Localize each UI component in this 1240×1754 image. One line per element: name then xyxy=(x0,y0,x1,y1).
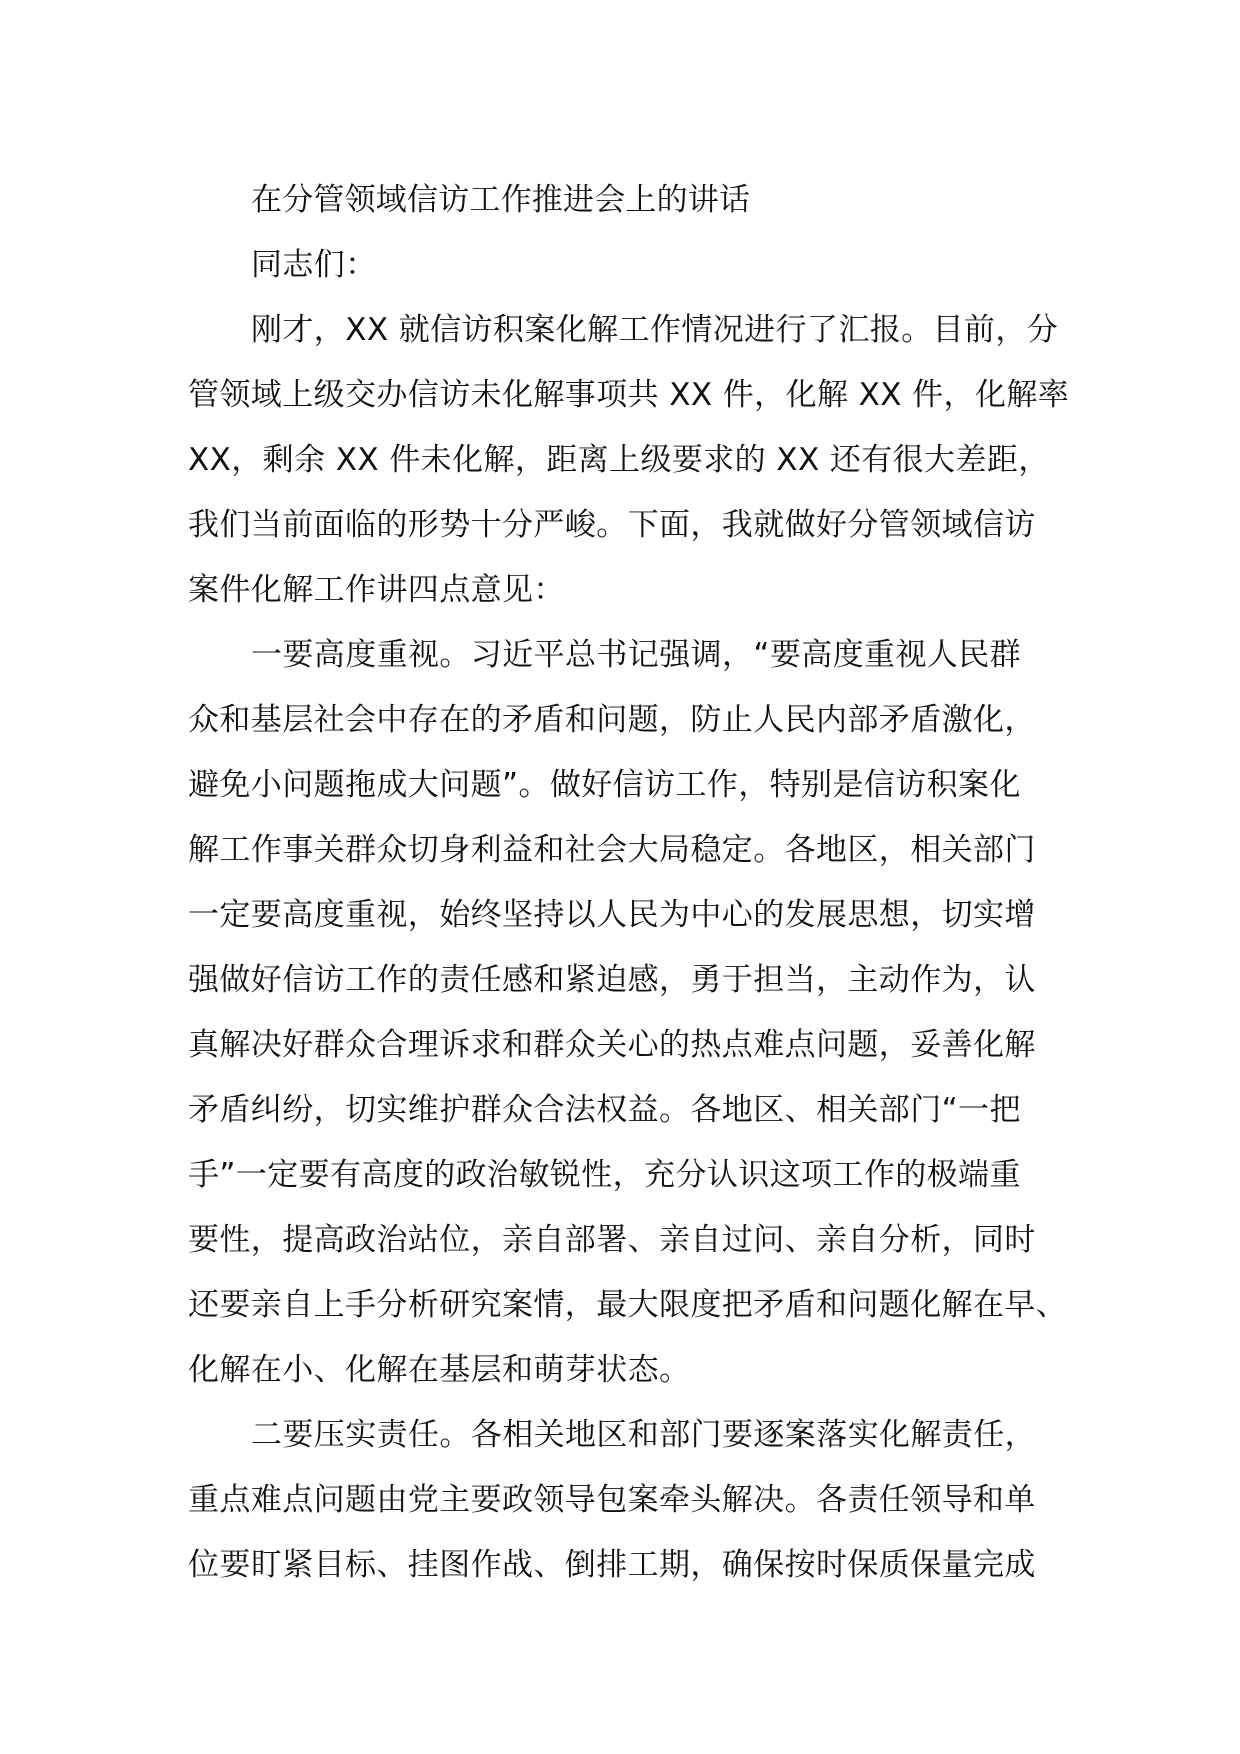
paragraph-line: 矛盾纠纷，切实维护群众合法权益。各地区、相关部门“一把 xyxy=(188,1092,1021,1128)
paragraph-line: 一定要高度重视，始终坚持以人民为中心的发展思想，切实增 xyxy=(188,897,1036,933)
paragraph-line: 一要高度重视。习近平总书记强调，“要高度重视人民群 xyxy=(251,637,1022,673)
document-body xyxy=(188,168,1073,1598)
paragraph-line: 化解在小、化解在基层和萌芽状态。 xyxy=(188,1352,691,1388)
document-title: 在分管领域信访工作推进会上的讲话 xyxy=(251,182,751,218)
paragraph-line: 我们当前面临的形势十分严峻。下面，我就做好分管领域信访 xyxy=(188,507,1036,543)
paragraph-line: 要性，提高政治站位，亲自部署、亲自过问、亲自分析，同时 xyxy=(188,1222,1036,1258)
paragraph-line: 案件化解工作讲四点意见： xyxy=(188,572,565,608)
paragraph-line: 解工作事关群众切身利益和社会大局稳定。各地区，相关部门 xyxy=(188,832,1036,868)
paragraph-line: 位要盯紧目标、挂图作战、倒排工期，确保按时保质保量完成 xyxy=(188,1547,1036,1583)
paragraph-line: 强做好信访工作的责任感和紧迫感，勇于担当，主动作为，认 xyxy=(188,962,1036,998)
paragraph-line: 二要压实责任。各相关地区和部门要逐案落实化解责任， xyxy=(251,1417,1036,1453)
salutation: 同志们： xyxy=(251,247,377,283)
paragraph-line: 重点难点问题由党主要政领导包案牵头解决。各责任领导和单 xyxy=(188,1482,1036,1518)
paragraph-line: 刚才，XX 就信访积案化解工作情况进行了汇报。目前，分 xyxy=(251,312,1059,348)
paragraph-line: XX，剩余 XX 件未化解，距离上级要求的 XX 还有很大差距， xyxy=(188,442,1050,478)
paragraph-point-one xyxy=(188,623,1073,1403)
paragraph-line: 众和基层社会中存在的矛盾和问题，防止人民内部矛盾激化， xyxy=(188,702,1036,738)
paragraph-line: 真解决好群众合理诉求和群众关心的热点难点问题，妥善化解 xyxy=(188,1027,1036,1063)
paragraphs xyxy=(188,298,1073,1598)
paragraph-line: 手”一定要有高度的政治敏锐性，充分认识这项工作的极端重 xyxy=(188,1157,1021,1193)
paragraph-point-two xyxy=(188,1403,1073,1598)
paragraph-intro xyxy=(188,298,1073,623)
paragraph-line: 还要亲自上手分析研究案情，最大限度把矛盾和问题化解在早、 xyxy=(188,1287,1068,1323)
paragraph-line: 避免小问题拖成大问题”。做好信访工作，特别是信访积案化 xyxy=(188,767,1021,803)
paragraph-line: 管领域上级交办信访未化解事项共 XX 件，化解 XX 件，化解率 xyxy=(188,377,1070,413)
